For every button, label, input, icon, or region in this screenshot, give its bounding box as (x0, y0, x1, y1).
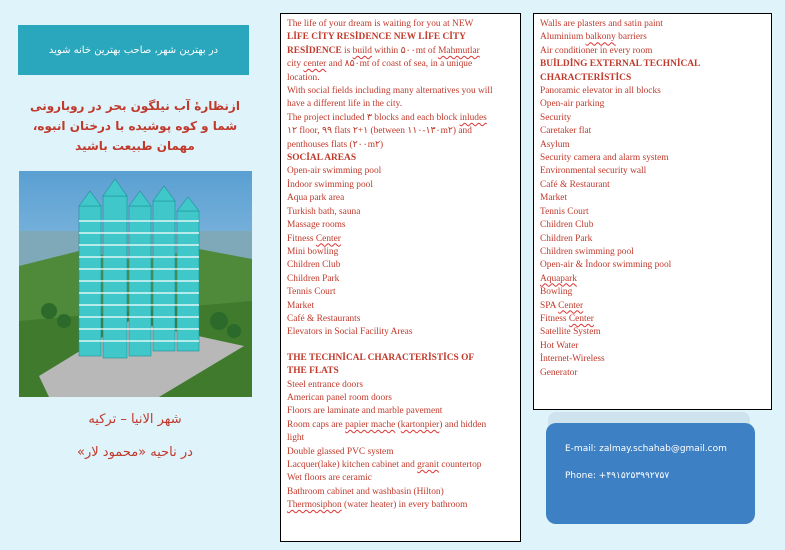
list-item: Aluminium balkony barriers (540, 32, 647, 43)
list-item: Floors are laminate and marble pavement (287, 406, 443, 417)
list-item: Market (287, 300, 315, 311)
list-item: Room caps are papier mache (kartonpier) and hidden (287, 419, 487, 430)
list-item: Air conditioner in every room (540, 45, 653, 56)
intro-line: ازنظارۀ آب نیلگون بحر در روبارونی (30, 99, 240, 113)
list-item: Children Park (540, 233, 593, 244)
list-item: Fitness Center (287, 233, 341, 244)
list-item: Children Club (540, 220, 594, 231)
list-item: American panel room doors (287, 392, 392, 403)
list-item: Turkish bath, sauna (287, 206, 361, 217)
building-photo (19, 171, 252, 397)
list-item: Massage rooms (287, 220, 346, 231)
list-item: Wet floors are ceramic (287, 473, 372, 484)
list-item: Generator (540, 367, 578, 378)
features-column-1 (280, 13, 521, 542)
list-item: İndoor swimming pool (287, 179, 373, 190)
list-item: Children Club (287, 260, 341, 271)
list-item: Fitness Center (540, 313, 594, 324)
location-district: در ناحیه «محمود لار» (77, 445, 193, 460)
list-item: Mini bowling (287, 246, 339, 257)
social-areas-list (287, 165, 514, 339)
list-item: Elevators in Social Facility Areas (287, 327, 413, 338)
list-item: Steel entrance doors (287, 379, 364, 390)
list-item: Thermosiphon (water heater) in every bathroom (287, 500, 468, 511)
list-item: Open-air parking (540, 99, 605, 110)
list-item: Aqua park area (287, 193, 345, 204)
list-item: İnternet-Wireless (540, 354, 605, 365)
list-item: Children swimming pool (540, 246, 634, 257)
list-item: Security (540, 112, 572, 123)
list-item: Caretaker flat (540, 126, 592, 137)
list-item: Walls are plasters and satin paint (540, 19, 663, 29)
features-column-2 (533, 13, 772, 410)
banner: در بهترین شهر، صاحب بهترین خانه شوید (18, 25, 249, 75)
location-city: شهر الانیا – ترکیه (88, 412, 182, 427)
list-item: Asylum (540, 139, 570, 150)
flats-heading: THE TECHNİCAL CHARACTERİSTİCS OF THE FLATS (287, 352, 475, 377)
external-heading: BUİLDİNG EXTERNAL TECHNİCAL CHARACTERİSTİCS (540, 59, 701, 83)
list-item: Tennis Court (287, 287, 336, 298)
list-item: Café & Restaurants (287, 313, 361, 324)
list-item: Market (540, 193, 568, 204)
contact-box (546, 423, 755, 524)
list-item: Aquapark (540, 273, 577, 284)
flats-list-continued (540, 18, 765, 58)
list-item: Lacquer(lake) kitchen cabinet and granit countertop (287, 460, 482, 470)
external-list (540, 85, 765, 380)
list-item: Environmental security wall (540, 166, 647, 177)
intro-line: مهمان طبیعت باشید (75, 139, 195, 153)
list-item: Café & Restaurant (540, 179, 610, 190)
list-item: Open-air & İndoor swimming pool (540, 260, 672, 271)
list-item: Bathroom cabinet and washbasin (Hilton) (287, 486, 444, 497)
list-item: Panoramic elevator in all blocks (540, 86, 661, 97)
list-item: light (287, 433, 305, 444)
list-item: Children Park (287, 273, 340, 284)
contact-phone[interactable]: Phone: +۴۹۱۵۲۵۳۹۹۲۷۵۷ (565, 471, 670, 481)
intro-text (20, 96, 250, 156)
list-item: Double glassed PVC system (287, 446, 394, 457)
list-item: Tennis Court (540, 206, 589, 217)
social-areas-heading: SOCİAL AREAS (287, 153, 357, 164)
intro-paragraph: The life of your dream is waiting for you at NEW LİFE CİTY RESİDENCE NEW LİFE CİTY RESİDENCE is build within ۵۰۰mt of Mahmutlar city center and ۸۵۰mt of coast of sea, in a unique location. With social fields including many alternatives you will have a different life in the city. The project included ۳ blocks and each block inludes ۱۲ floor, ۹۹ flats ۲+۱ (between ۱۱۰-۱۳۰m۲) and penthouses flats (۲۰۰m۲) (287, 19, 493, 150)
contact-email[interactable]: E-mail: zalmay.schahab@gmail.com (565, 444, 727, 454)
list-item: SPA Center (540, 300, 584, 311)
list-item: Open-air swimming pool (287, 166, 382, 177)
list-item: Hot Water (540, 340, 579, 351)
list-item: Bowling (540, 287, 573, 298)
flats-list (287, 379, 514, 513)
list-item: Satellite System (540, 327, 601, 338)
list-item: Security camera and alarm system (540, 153, 669, 164)
building-illustration (19, 171, 252, 397)
intro-line: شما و کوه پوشیده با درختان انبوه، (32, 119, 238, 133)
